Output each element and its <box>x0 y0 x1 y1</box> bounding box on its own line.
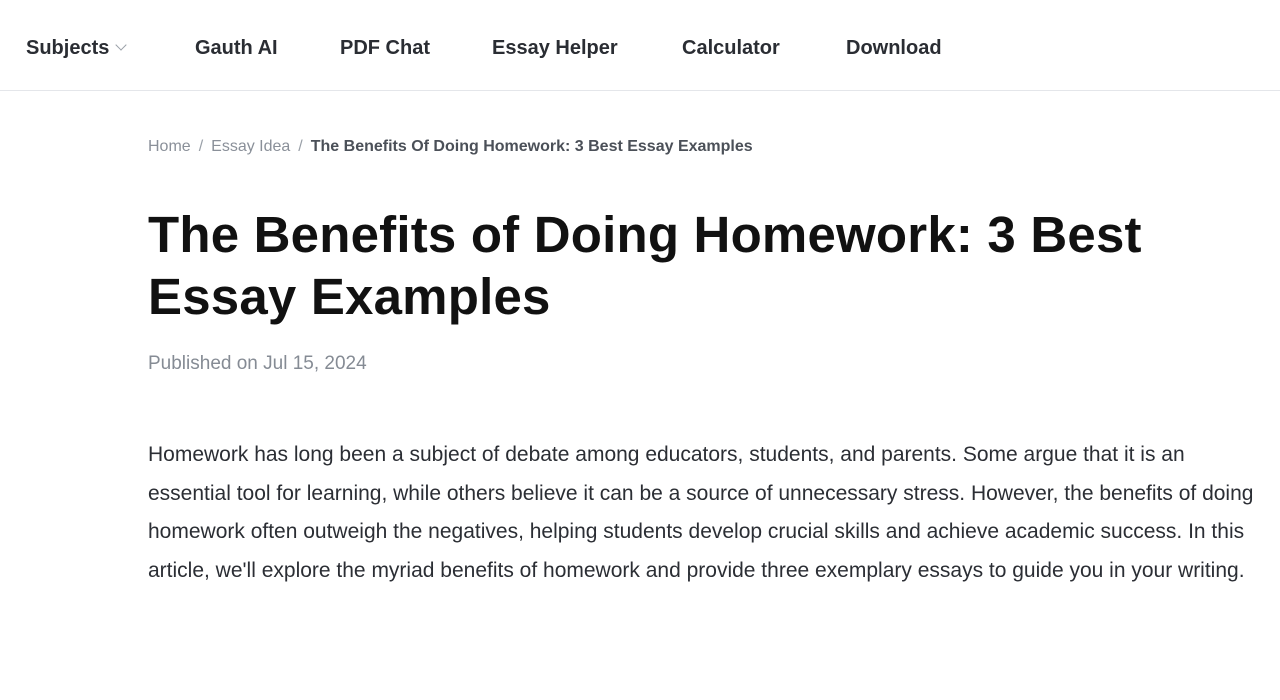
breadcrumb-separator: / <box>198 138 204 155</box>
breadcrumb-current: The Benefits Of Doing Homework: 3 Best Essay Examples <box>310 138 753 155</box>
breadcrumb-category-link[interactable]: Essay Idea <box>211 138 291 155</box>
chevron-down-icon <box>116 39 127 50</box>
published-date: Published on Jul 15, 2024 <box>148 353 367 374</box>
nav-essay-helper[interactable]: Essay Helper <box>492 37 618 59</box>
article-intro-paragraph: Homework has long been a subject of debate among educators, students, and parents. Some argue that it is an essential tool for learning, while others believe it can be a source of unnecessary stress. However, the benefits of doing homework often outweigh the negatives, helping students develop crucial skills and achieve academic success. In this article, we'll explore the myriad benefits of homework and provide three exemplary essays to guide you in your writing. <box>148 443 1254 582</box>
nav-gauth-ai[interactable]: Gauth AI <box>195 37 278 59</box>
nav-calculator[interactable]: Calculator <box>682 37 780 59</box>
breadcrumb-separator: / <box>298 138 303 155</box>
nav-subjects-label: Subjects <box>26 37 110 59</box>
top-navigation-bar <box>0 0 1280 91</box>
nav-subjects-dropdown[interactable] <box>26 36 125 60</box>
nav-pdf-chat[interactable]: PDF Chat <box>340 37 430 59</box>
nav-download[interactable]: Download <box>846 37 942 59</box>
breadcrumb <box>148 137 753 157</box>
breadcrumb-home-link[interactable]: Home <box>148 138 191 155</box>
page-title: The Benefits of Doing Homework: 3 Best Essay Examples <box>148 206 1142 325</box>
